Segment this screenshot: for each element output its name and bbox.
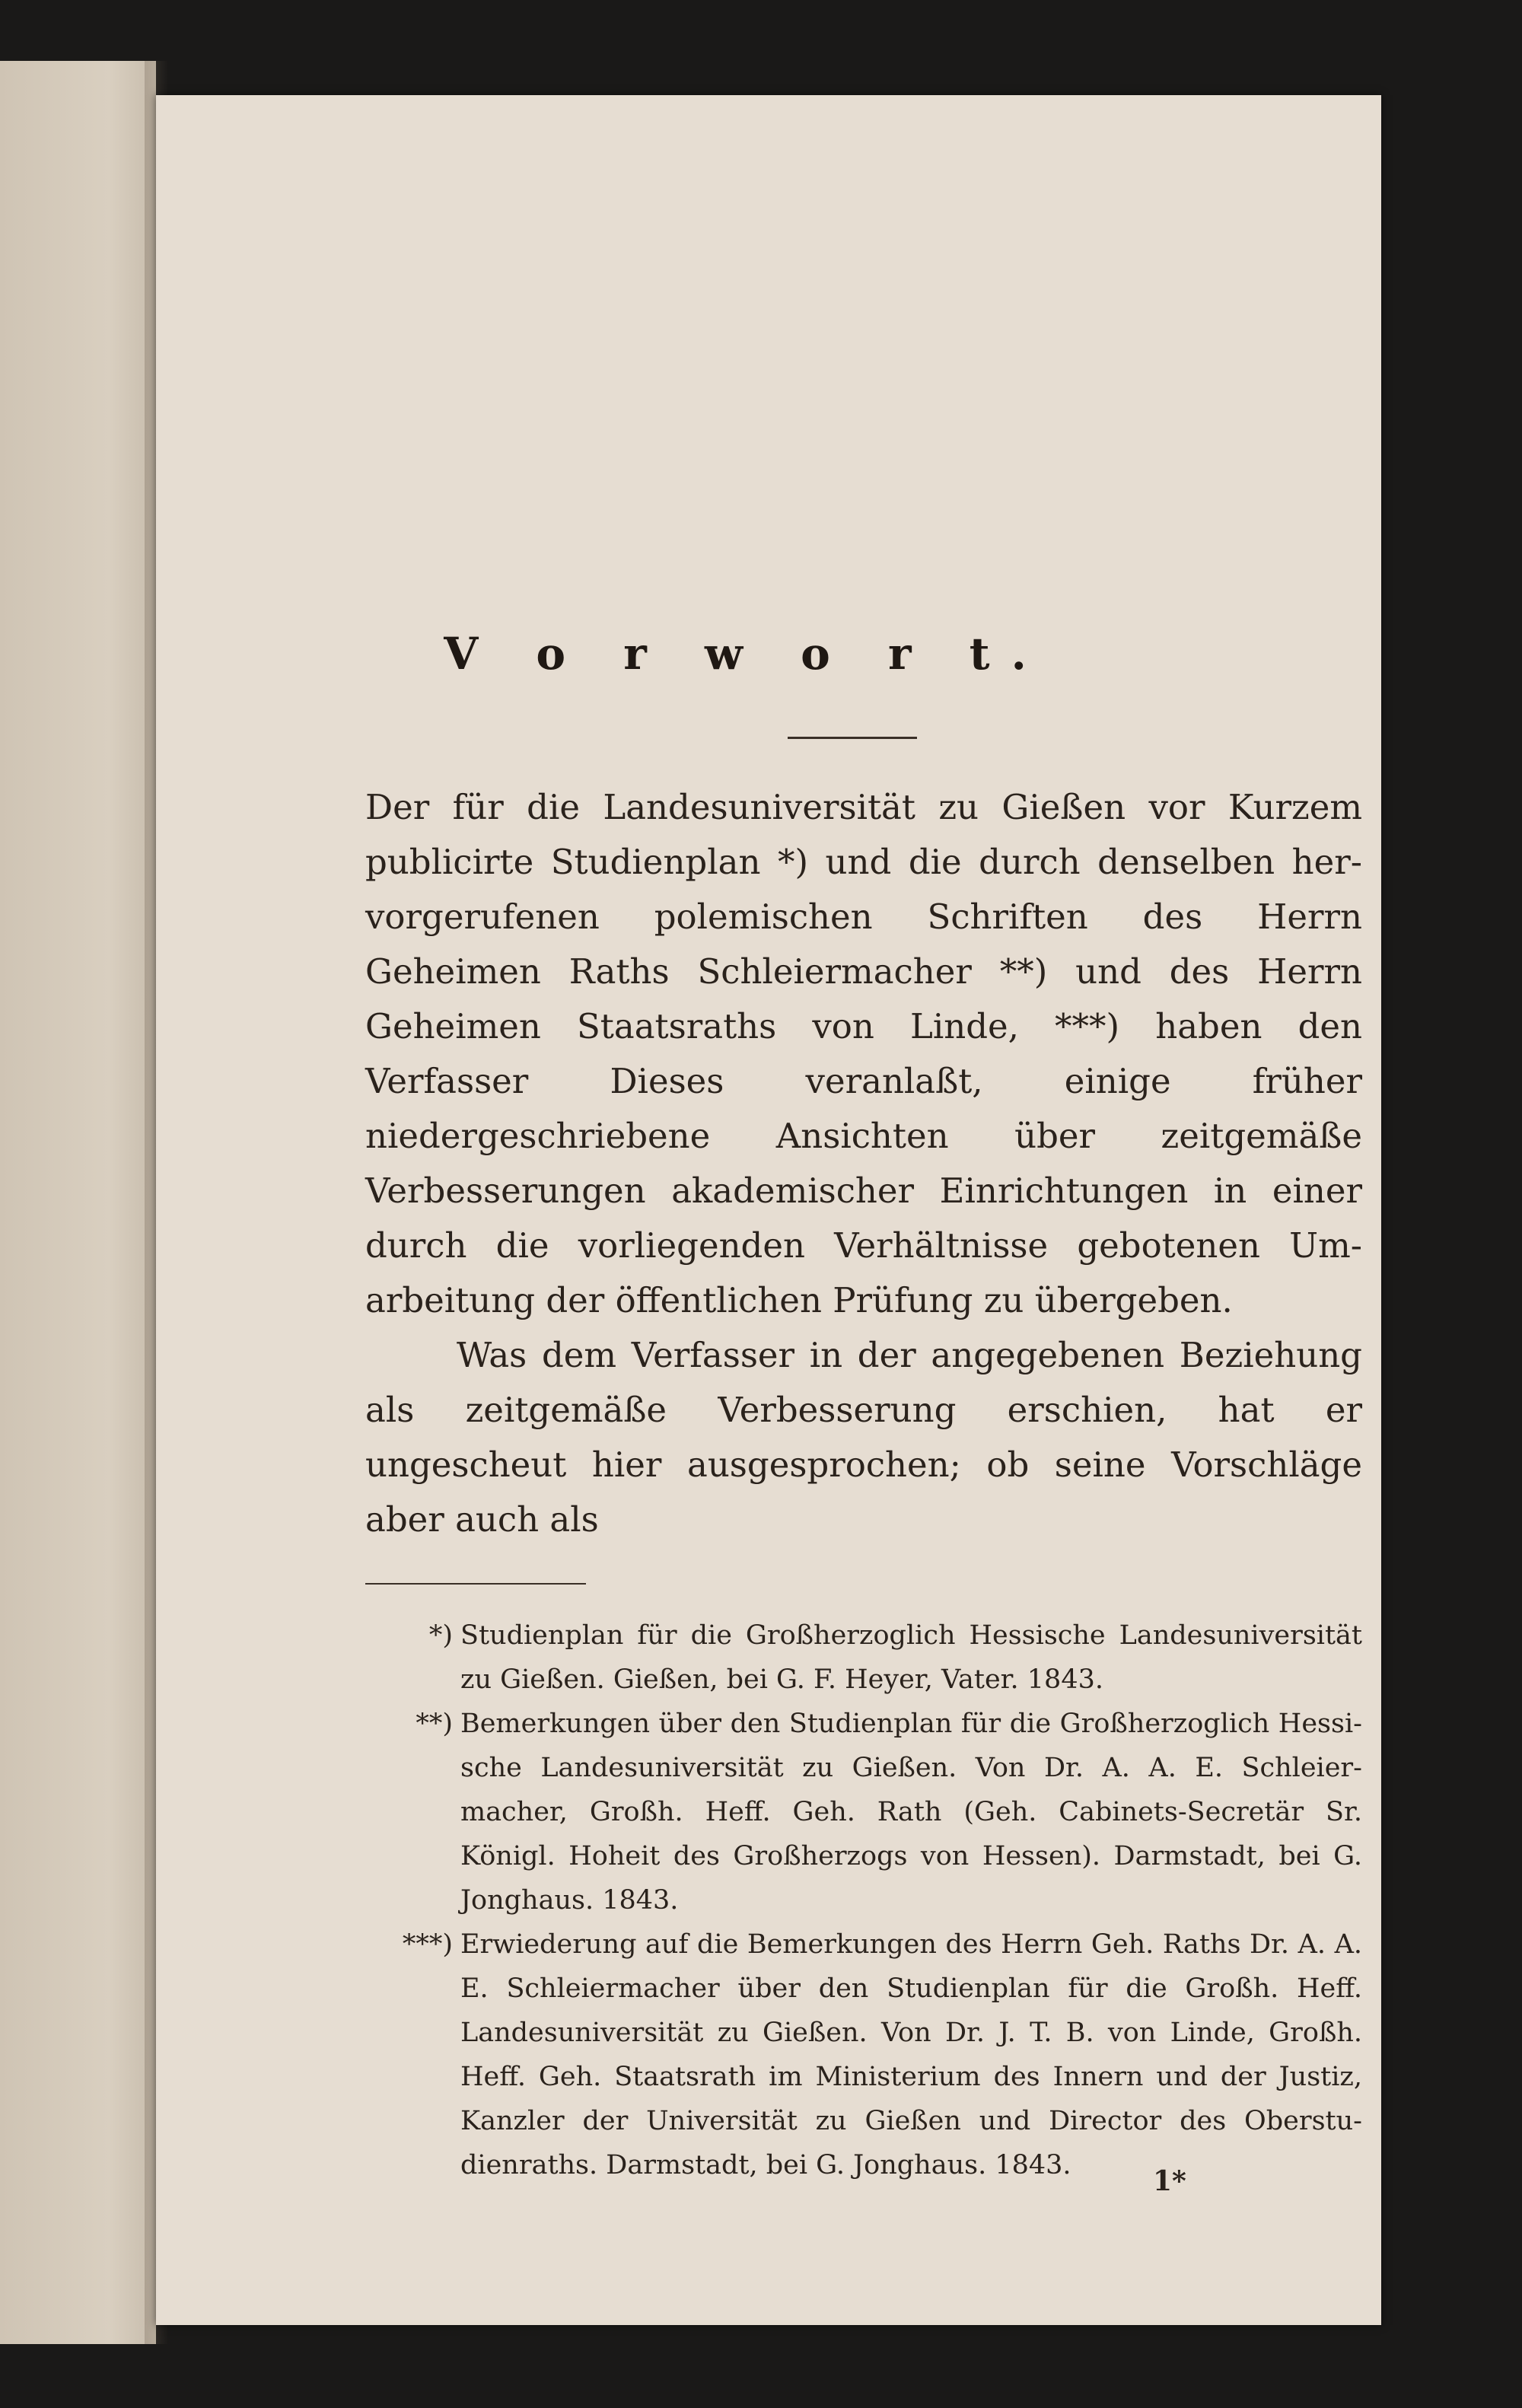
footnote-rule — [365, 1583, 586, 1585]
paragraph-2: Was dem Verfasser in der angegebenen Beziehung als zeitgemäße Verbesserung erschien, hat er ungescheut hier ausgesprochen; ob seine Vorschläge aber auch als — [365, 1335, 1362, 1540]
footnote-2 — [365, 1702, 1362, 1922]
signature-mark: 1* — [1153, 2165, 1186, 2197]
footnote-text: Studienplan für die Großherzoglich Hessische Landesuniversität zu Gießen. Gießen, bei G. F. Heyer, Vater. 1843. — [460, 1620, 1362, 1695]
footnote-mark: ***) — [402, 1929, 453, 1960]
book-page — [156, 95, 1381, 2325]
footnote-mark: **) — [416, 1709, 453, 1739]
footnote-text: Bemerkungen über den Studienplan für die Großherzoglich Hessische Landesuniversität zu Gießen. Von Dr. A. A. E. Schleiermacher, Großh. Heff. Geh. Rath (Geh. Cabinets-Secretär Sr. Königl. Hoheit des Großherzogs von Hessen). Darmstadt, bei G. Jonghaus. 1843. — [460, 1709, 1362, 1916]
footnotes — [365, 1613, 1362, 2187]
left-page-edge — [0, 61, 156, 2344]
footnote-1 — [365, 1613, 1362, 1702]
footnote-text: Erwiederung auf die Bemerkungen des Herrn Geh. Raths Dr. A. A. E. Schleiermacher über den Studienplan für die Großh. Heff. Landesuniversität zu Gießen. Von Dr. J. T. B. von Linde, Großh. Heff. Geh. Staatsrath im Ministerium des Innern und der Justiz, Kanzler der Universität zu Gießen und Director des Oberstudienraths. Darmstadt, bei G. Jonghaus. 1843. — [460, 1929, 1362, 2180]
footnote-mark: *) — [428, 1620, 453, 1651]
body-text — [365, 780, 1362, 1547]
paragraph-1: Der für die Landesuniversität zu Gießen vor Kurzem publicirte Studienplan *) und die durch denselben hervorgerufenen polemischen Schriften des Herrn Geheimen Raths Schleiermacher **) und des Herrn Geheimen Staatsraths von Linde, ***) haben den Verfasser Dieses veranlaßt, einige früher niedergeschriebene Ansichten über zeitgemäße Verbesserungen akademischer Einrichtungen in einer durch die vorliegenden Verhältnisse gebotenen Umarbeitung der öffentlichen Prüfung zu übergeben. — [365, 787, 1362, 1320]
footnote-3 — [365, 1922, 1362, 2187]
title-rule — [788, 737, 917, 739]
page-title: V o r w o r t. — [444, 628, 1048, 680]
